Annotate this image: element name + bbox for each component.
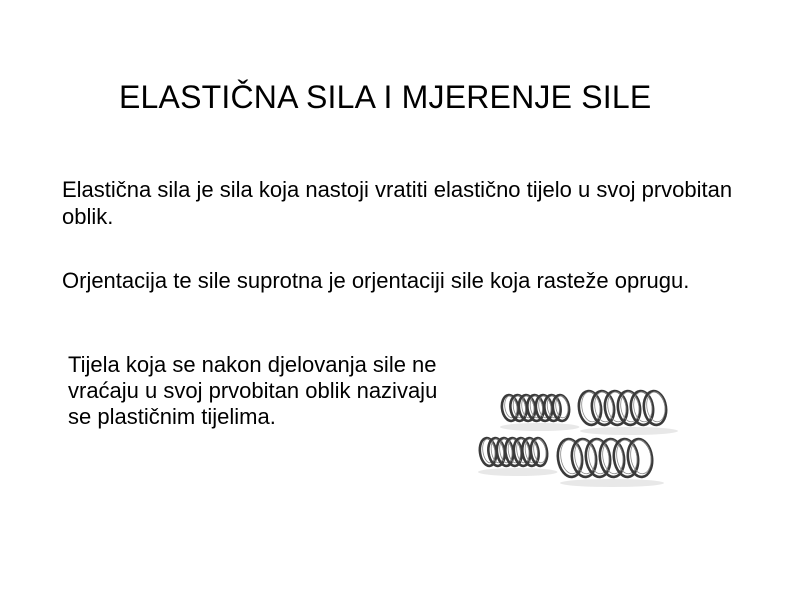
paragraph-plastic-bodies: Tijela koja se nakon djelovanja sile ne vraćaju u svoj prvobitan oblik nazivaju se plastičnim tijelima. bbox=[68, 352, 438, 429]
spring-coil bbox=[616, 390, 643, 427]
spring-coil bbox=[603, 390, 630, 427]
spring-coil bbox=[555, 438, 584, 479]
spring-shadow bbox=[500, 423, 580, 431]
spring-coil bbox=[625, 438, 654, 479]
spring-shadow bbox=[560, 479, 664, 487]
spring-coil bbox=[642, 390, 669, 427]
spring-coil bbox=[577, 390, 604, 427]
spring-coil bbox=[629, 390, 656, 427]
spring-coil bbox=[583, 438, 612, 479]
paragraph-force-orientation: Orjentacija te sile suprotna je orjentaciji sile koja rasteže oprugu. bbox=[62, 268, 690, 293]
spring-coil bbox=[569, 438, 598, 479]
spring-coil bbox=[590, 390, 617, 427]
springs-photo-icon bbox=[470, 360, 700, 595]
slide-title: ELASTIČNA SILA I MJERENJE SILE bbox=[119, 79, 652, 115]
spring-shadow bbox=[580, 427, 678, 435]
paragraph-elastic-force-definition: Elastična sila je sila koja nastoji vratiti elastično tijelo u svoj prvobitan oblik. bbox=[62, 177, 733, 229]
spring-coil bbox=[611, 438, 640, 479]
spring-coil bbox=[597, 438, 626, 479]
spring-shadow bbox=[478, 468, 558, 476]
